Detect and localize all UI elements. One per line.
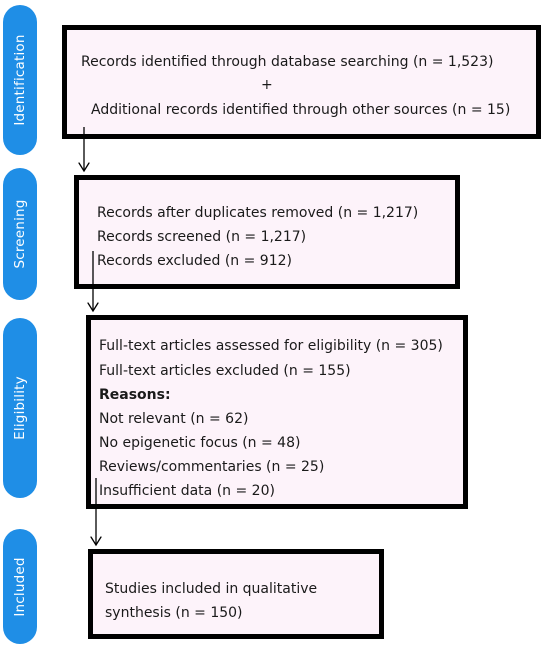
included-line-1: Studies included in qualitative: [105, 581, 318, 597]
stage-label-included: Included: [12, 556, 28, 617]
eligibility-assessed: Full-text articles assessed for eligibility (n = 305): [99, 338, 443, 354]
identification-plus-sign: +: [261, 77, 273, 93]
stage-label-screening: Screening: [12, 199, 28, 269]
screening-records-excluded: Records excluded (n = 912): [97, 253, 292, 269]
included-line-2: synthesis (n = 150): [105, 605, 243, 621]
screening-duplicates-removed: Records after duplicates removed (n = 1,217): [97, 205, 419, 221]
reason-no-epigenetic-focus: No epigenetic focus (n = 48): [99, 435, 301, 451]
identification-other-records: Additional records identified through other sources (n = 15): [91, 102, 511, 118]
stage-label-identification: Identification: [12, 34, 28, 126]
reason-insufficient-data: Insufficient data (n = 20): [99, 483, 275, 499]
reason-not-relevant: Not relevant (n = 62): [99, 411, 249, 427]
screening-records-screened: Records screened (n = 1,217): [97, 229, 307, 245]
reason-reviews-commentaries: Reviews/commentaries (n = 25): [99, 459, 325, 475]
stage-label-eligibility: Eligibility: [12, 376, 28, 440]
eligibility-excluded: Full-text articles excluded (n = 155): [99, 363, 351, 379]
reasons-heading: Reasons:: [99, 387, 171, 403]
identification-database-records: Records identified through database searching (n = 1,523): [81, 54, 494, 70]
